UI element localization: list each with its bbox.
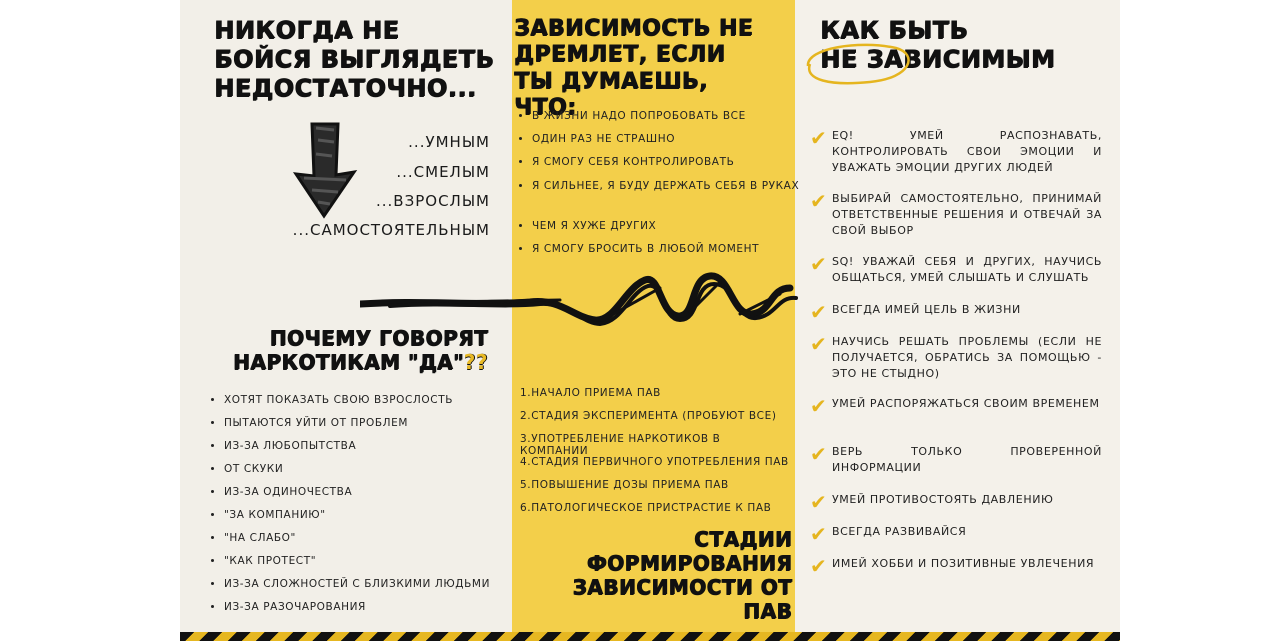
checkmark-icon: ✔ <box>810 300 827 324</box>
checkmark-icon: ✔ <box>810 394 827 418</box>
checkmark-icon: ✔ <box>810 522 827 546</box>
list-item: • "НА СЛАБО" <box>224 532 524 555</box>
dependency-myths-list <box>512 110 816 266</box>
middle-heading: ЗАВИСИМОСТЬ НЕ ДРЕМЛЕТ, ЕСЛИ ТЫ ДУМАЕШЬ, ЧТО: <box>514 16 754 121</box>
right-column <box>795 0 1120 641</box>
list-item: • ИЗ-ЗА ЛЮБОПЫТСТВА <box>224 440 524 463</box>
list-item: • "КАК ПРОТЕСТ" <box>224 555 524 578</box>
left-heading: НИКОГДА НЕ БОЙСЯ ВЫГЛЯДЕТЬ НЕДОСТАТОЧНО... <box>214 16 495 102</box>
checkmark-icon: ✔ <box>810 490 827 514</box>
list-item: 5.ПОВЫШЕНИЕ ДОЗЫ ПРИЕМА ПАВ <box>520 479 729 491</box>
quality-adult: ...ВЗРОСЛЫМ <box>376 192 490 210</box>
checkmark-icon: ✔ <box>810 252 827 276</box>
why-list <box>204 394 524 624</box>
list-item: 4.СТАДИЯ ПЕРВИЧНОГО УПОТРЕБЛЕНИЯ ПАВ <box>520 456 789 468</box>
list-item: 3.УПОТРЕБЛЕНИЕ НАРКОТИКОВ В КОМПАНИИ <box>520 433 721 457</box>
leaflet-page: НИКОГДА НЕ БОЙСЯ ВЫГЛЯДЕТЬ НЕДОСТАТОЧНО... ...УМНЫМ ...СМЕЛЫМ ...ВЗРОСЛЫМ ...САМОСТОЯТЕЛЬНЫМ ПОЧЕМУ ГОВОРЯТ НАРКОТИКАМ "ДА"?? • ХОТЯТ ПОКАЗАТЬ СВОЮ ВЗРОСЛОСТЬ • ПЫТАЮТСЯ УЙТИ ОТ ПРОБЛЕМ • ИЗ-ЗА ЛЮБОПЫТСТВА • ОТ СКУКИ • ИЗ-ЗА ОДИНОЧЕСТВА • "ЗА КОМПАНИЮ" • "НА СЛАБО" • "КАК ПРОТЕСТ" • ИЗ-ЗА СЛОЖНОСТЕЙ С БЛИЗКИМИ ЛЮДЬМИ • ИЗ-ЗА РАЗОЧАРОВАНИЯ ЗАВИСИМОСТЬ НЕ ДРЕМЛЕТ, ЕСЛИ ТЫ ДУМАЕШЬ, ЧТО: • В ЖИЗНИ НАДО ПОПРОБОВАТЬ ВСЕ • ОДИН РАЗ НЕ СТРАШНО • Я СМОГУ СЕБЯ КОНТРОЛИРОВАТЬ • Я СИЛЬНЕЕ, Я БУДУ ДЕРЖАТЬ СЕБЯ В РУКАХ • ЧЕМ Я ХУЖЕ ДРУГИХ • Я СМОГУ БРОСИТЬ В ЛЮБОЙ МОМЕНТ 1.НАЧАЛО ПРИЕМА ПАВ 2.СТАДИЯ ЭКСПЕРИМЕНТА (ПРОБУЮТ ВСЕ) 3.УПОТРЕБЛЕНИЕ НАРКОТИКОВ В КОМПАНИИ 4.СТАДИЯ ПЕРВИЧНОГО УПОТРЕБЛЕНИЯ ПАВ 5.ПОВЫШЕНИЕ ДОЗЫ ПРИЕМА ПАВ 6.ПАТОЛОГИЧЕСКОЕ ПРИСТРАСТИЕ К ПАВ СТАДИИ ФОРМИРОВАНИЯ ЗАВИСИМОСТИ ОТ ПАВ КАК БЫТЬ НЕ ЗАВИСИМЫМ ✔ EQ! УМЕЙ РАСПОЗНАВАТЬ, КОНТРОЛИРОВАТЬ СВОИ ЭМОЦИИ И УВАЖАТЬ ЭМОЦИИ ДРУГИХ ЛЮДЕЙ ✔ ВЫБИРАЙ САМОСТОЯТЕЛЬНО, ПРИНИМАЙ ОТВЕТСТВЕННЫЕ РЕШЕНИЯ И ОТВЕЧАЙ ЗА СВОЙ ВЫБОР ✔ SQ! УВАЖАЙ СЕБЯ И ДРУГИХ, НАУЧИСЬ ОБЩАТЬСЯ, УМЕЙ СЛЫШАТЬ И СЛУШАТЬ ✔ ВСЕГДА ИМЕЙ ЦЕЛЬ В ЖИЗНИ ✔ НАУЧИСЬ РЕШАТЬ ПРОБЛЕМЫ (ЕСЛИ НЕ ПОЛУЧАЕТСЯ, ОБРАТИСЬ ЗА ПОМОЩЬЮ - ЭТО НЕ СТЫДНО) ✔ УМЕЙ РАСПОРЯЖАТЬСЯ СВОИМ ВРЕМЕНЕМ ✔ ВЕРЬ ТОЛЬКО ПРОВЕРЕННОЙ ИНФОРМАЦИИ ✔ УМЕЙ ПРОТИВОСТОЯТЬ ДАВЛЕНИЮ ✔ ВСЕГДА РАЗВИВАЙСЯ ✔ ИМЕЙ ХОББИ И ПОЗИТИВНЫЕ УВЛЕЧЕНИЯ <box>180 0 1120 641</box>
list-item: 2.СТАДИЯ ЭКСПЕРИМЕНТА (ПРОБУЮТ ВСЕ) <box>520 410 777 422</box>
hazard-stripe <box>180 632 1120 641</box>
quality-smart: ...УМНЫМ <box>408 133 490 151</box>
list-item: 1.НАЧАЛО ПРИЕМА ПАВ <box>520 387 661 399</box>
list-item: • ХОТЯТ ПОКАЗАТЬ СВОЮ ВЗРОСЛОСТЬ <box>224 394 524 417</box>
list-item: • Я СМОГУ СЕБЯ КОНТРОЛИРОВАТЬ <box>532 156 816 179</box>
list-item: • ИЗ-ЗА РАЗОЧАРОВАНИЯ <box>224 601 524 624</box>
list-item: • В ЖИЗНИ НАДО ПОПРОБОВАТЬ ВСЕ <box>532 110 816 133</box>
list-item: • Я СИЛЬНЕЕ, Я БУДУ ДЕРЖАТЬ СЕБЯ В РУКАХ <box>532 175 816 220</box>
list-item: • ЧЕМ Я ХУЖЕ ДРУГИХ <box>532 220 816 243</box>
right-heading: КАК БЫТЬ НЕ ЗАВИСИМЫМ <box>820 16 1056 73</box>
list-item: • ПЫТАЮТСЯ УЙТИ ОТ ПРОБЛЕМ <box>224 417 524 440</box>
scribble-decoration <box>360 258 800 348</box>
quality-brave: ...СМЕЛЫМ <box>396 163 490 181</box>
down-arrow-icon <box>290 120 360 220</box>
stages-heading: СТАДИИ ФОРМИРОВАНИЯ ЗАВИСИМОСТИ ОТ ПАВ <box>572 527 792 623</box>
list-item: • ОТ СКУКИ <box>224 463 524 486</box>
checkmark-icon: ✔ <box>810 442 827 466</box>
list-item: 6.ПАТОЛОГИЧЕСКОЕ ПРИСТРАСТИЕ К ПАВ <box>520 502 772 514</box>
list-item: • "ЗА КОМПАНИЮ" <box>224 509 524 532</box>
list-item: • ИЗ-ЗА ОДИНОЧЕСТВА <box>224 486 524 509</box>
circle-scribble-decoration <box>800 38 920 88</box>
checkmark-icon: ✔ <box>810 554 827 578</box>
quality-independent: ...САМОСТОЯТЕЛЬНЫМ <box>292 221 490 239</box>
checkmark-icon: ✔ <box>810 126 827 150</box>
stages-list <box>520 387 790 525</box>
list-item: • ИЗ-ЗА СЛОЖНОСТЕЙ С БЛИЗКИМИ ЛЮДЬМИ <box>224 578 524 601</box>
checkmark-icon: ✔ <box>810 332 827 356</box>
why-heading: ПОЧЕМУ ГОВОРЯТ НАРКОТИКАМ "ДА"?? <box>232 326 488 374</box>
list-item: • Я СМОГУ БРОСИТЬ В ЛЮБОЙ МОМЕНТ <box>532 243 816 266</box>
list-item: • ОДИН РАЗ НЕ СТРАШНО <box>532 133 816 156</box>
checkmark-icon: ✔ <box>810 189 827 213</box>
